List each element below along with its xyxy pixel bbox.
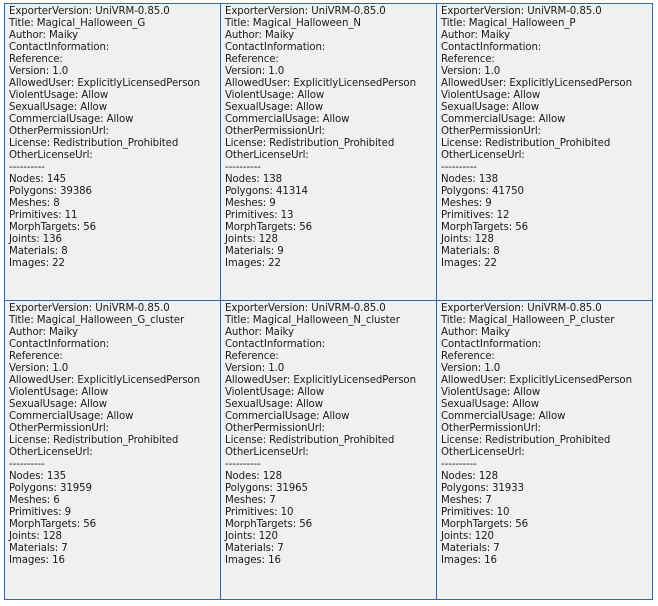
polygons-count: Polygons: 41314 xyxy=(225,186,308,197)
license: License: Redistribution_Prohibited xyxy=(441,435,611,446)
joints-count: Joints: 128 xyxy=(441,234,494,245)
joints-count: Joints: 120 xyxy=(441,531,494,542)
nodes-count: Nodes: 138 xyxy=(441,174,499,185)
model-author: Author: Maiky xyxy=(9,30,78,41)
model-version: Version: 1.0 xyxy=(225,66,285,77)
license: License: Redistribution_Prohibited xyxy=(441,138,611,149)
model-version: Version: 1.0 xyxy=(9,363,69,374)
meshes-count: Meshes: 7 xyxy=(225,495,276,506)
allowed-user: AllowedUser: ExplicitlyLicensedPerson xyxy=(441,78,632,89)
commercial-usage: CommercialUsage: Allow xyxy=(441,114,566,125)
violent-usage: ViolentUsage: Allow xyxy=(9,90,109,101)
images-count: Images: 22 xyxy=(9,258,65,269)
model-info-cell xyxy=(437,4,652,301)
morph-targets-count: MorphTargets: 56 xyxy=(225,222,312,233)
other-license-url: OtherLicenseUrl: xyxy=(9,447,93,458)
commercial-usage: CommercialUsage: Allow xyxy=(441,411,566,422)
other-permission-url: OtherPermissionUrl: xyxy=(441,126,541,137)
images-count: Images: 22 xyxy=(225,258,281,269)
other-permission-url: OtherPermissionUrl: xyxy=(225,423,325,434)
exporter-version: ExporterVersion: UniVRM-0.85.0 xyxy=(225,303,386,314)
model-title: Title: Magical_Halloween_P_cluster xyxy=(441,315,615,326)
primitives-count: Primitives: 12 xyxy=(441,210,510,221)
sexual-usage: SexualUsage: Allow xyxy=(441,102,539,113)
allowed-user: AllowedUser: ExplicitlyLicensedPerson xyxy=(9,375,200,386)
separator: ---------- xyxy=(9,162,45,173)
images-count: Images: 16 xyxy=(9,555,65,566)
contact-information: ContactInformation: xyxy=(225,42,326,53)
model-info-cell xyxy=(437,301,652,599)
commercial-usage: CommercialUsage: Allow xyxy=(9,411,134,422)
separator: ---------- xyxy=(441,162,477,173)
model-author: Author: Maiky xyxy=(225,327,294,338)
sexual-usage: SexualUsage: Allow xyxy=(9,399,107,410)
contact-information: ContactInformation: xyxy=(441,339,542,350)
reference: Reference: xyxy=(441,351,495,362)
other-permission-url: OtherPermissionUrl: xyxy=(9,423,109,434)
polygons-count: Polygons: 31959 xyxy=(9,483,92,494)
model-version: Version: 1.0 xyxy=(441,363,501,374)
reference: Reference: xyxy=(225,54,279,65)
sexual-usage: SexualUsage: Allow xyxy=(225,399,323,410)
polygons-count: Polygons: 39386 xyxy=(9,186,92,197)
morph-targets-count: MorphTargets: 56 xyxy=(9,519,96,530)
primitives-count: Primitives: 11 xyxy=(9,210,78,221)
primitives-count: Primitives: 10 xyxy=(225,507,294,518)
meshes-count: Meshes: 9 xyxy=(225,198,276,209)
violent-usage: ViolentUsage: Allow xyxy=(225,387,325,398)
meshes-count: Meshes: 8 xyxy=(9,198,60,209)
meshes-count: Meshes: 6 xyxy=(9,495,60,506)
model-info-grid xyxy=(4,3,653,600)
joints-count: Joints: 120 xyxy=(225,531,278,542)
model-info-cell xyxy=(221,301,437,599)
model-author: Author: Maiky xyxy=(9,327,78,338)
violent-usage: ViolentUsage: Allow xyxy=(441,90,541,101)
model-title: Title: Magical_Halloween_G xyxy=(9,18,146,29)
model-title: Title: Magical_Halloween_G_cluster xyxy=(9,315,185,326)
materials-count: Materials: 8 xyxy=(441,246,500,257)
violent-usage: ViolentUsage: Allow xyxy=(9,387,109,398)
separator: ---------- xyxy=(225,162,261,173)
commercial-usage: CommercialUsage: Allow xyxy=(9,114,134,125)
meshes-count: Meshes: 9 xyxy=(441,198,492,209)
other-license-url: OtherLicenseUrl: xyxy=(441,447,525,458)
commercial-usage: CommercialUsage: Allow xyxy=(225,114,350,125)
model-version: Version: 1.0 xyxy=(441,66,501,77)
exporter-version: ExporterVersion: UniVRM-0.85.0 xyxy=(9,303,170,314)
license: License: Redistribution_Prohibited xyxy=(225,138,395,149)
other-license-url: OtherLicenseUrl: xyxy=(9,150,93,161)
contact-information: ContactInformation: xyxy=(9,339,110,350)
allowed-user: AllowedUser: ExplicitlyLicensedPerson xyxy=(225,78,416,89)
primitives-count: Primitives: 10 xyxy=(441,507,510,518)
other-permission-url: OtherPermissionUrl: xyxy=(9,126,109,137)
model-author: Author: Maiky xyxy=(441,30,510,41)
model-info-cell xyxy=(5,4,221,301)
model-version: Version: 1.0 xyxy=(9,66,69,77)
allowed-user: AllowedUser: ExplicitlyLicensedPerson xyxy=(441,375,632,386)
model-title: Title: Magical_Halloween_N xyxy=(225,18,361,29)
materials-count: Materials: 7 xyxy=(225,543,284,554)
contact-information: ContactInformation: xyxy=(225,339,326,350)
primitives-count: Primitives: 9 xyxy=(9,507,72,518)
model-title: Title: Magical_Halloween_N_cluster xyxy=(225,315,400,326)
separator: ---------- xyxy=(441,459,477,470)
nodes-count: Nodes: 138 xyxy=(225,174,283,185)
morph-targets-count: MorphTargets: 56 xyxy=(441,519,528,530)
license: License: Redistribution_Prohibited xyxy=(9,435,179,446)
separator: ---------- xyxy=(9,459,45,470)
meshes-count: Meshes: 7 xyxy=(441,495,492,506)
violent-usage: ViolentUsage: Allow xyxy=(225,90,325,101)
separator: ---------- xyxy=(225,459,261,470)
exporter-version: ExporterVersion: UniVRM-0.85.0 xyxy=(441,6,602,17)
contact-information: ContactInformation: xyxy=(9,42,110,53)
violent-usage: ViolentUsage: Allow xyxy=(441,387,541,398)
other-permission-url: OtherPermissionUrl: xyxy=(441,423,541,434)
exporter-version: ExporterVersion: UniVRM-0.85.0 xyxy=(9,6,170,17)
sexual-usage: SexualUsage: Allow xyxy=(9,102,107,113)
joints-count: Joints: 136 xyxy=(9,234,62,245)
morph-targets-count: MorphTargets: 56 xyxy=(441,222,528,233)
reference: Reference: xyxy=(441,54,495,65)
polygons-count: Polygons: 41750 xyxy=(441,186,524,197)
reference: Reference: xyxy=(9,351,63,362)
sexual-usage: SexualUsage: Allow xyxy=(441,399,539,410)
exporter-version: ExporterVersion: UniVRM-0.85.0 xyxy=(441,303,602,314)
model-author: Author: Maiky xyxy=(225,30,294,41)
license: License: Redistribution_Prohibited xyxy=(225,435,395,446)
primitives-count: Primitives: 13 xyxy=(225,210,294,221)
other-license-url: OtherLicenseUrl: xyxy=(441,150,525,161)
allowed-user: AllowedUser: ExplicitlyLicensedPerson xyxy=(225,375,416,386)
images-count: Images: 16 xyxy=(441,555,497,566)
nodes-count: Nodes: 135 xyxy=(9,471,67,482)
sexual-usage: SexualUsage: Allow xyxy=(225,102,323,113)
joints-count: Joints: 128 xyxy=(9,531,62,542)
reference: Reference: xyxy=(9,54,63,65)
exporter-version: ExporterVersion: UniVRM-0.85.0 xyxy=(225,6,386,17)
model-title: Title: Magical_Halloween_P xyxy=(441,18,576,29)
model-info-cell xyxy=(5,301,221,599)
model-version: Version: 1.0 xyxy=(225,363,285,374)
polygons-count: Polygons: 31965 xyxy=(225,483,308,494)
polygons-count: Polygons: 31933 xyxy=(441,483,524,494)
nodes-count: Nodes: 145 xyxy=(9,174,67,185)
images-count: Images: 16 xyxy=(225,555,281,566)
morph-targets-count: MorphTargets: 56 xyxy=(225,519,312,530)
contact-information: ContactInformation: xyxy=(441,42,542,53)
nodes-count: Nodes: 128 xyxy=(225,471,283,482)
images-count: Images: 22 xyxy=(441,258,497,269)
morph-targets-count: MorphTargets: 56 xyxy=(9,222,96,233)
other-license-url: OtherLicenseUrl: xyxy=(225,447,309,458)
materials-count: Materials: 7 xyxy=(441,543,500,554)
reference: Reference: xyxy=(225,351,279,362)
other-permission-url: OtherPermissionUrl: xyxy=(225,126,325,137)
model-author: Author: Maiky xyxy=(441,327,510,338)
materials-count: Materials: 8 xyxy=(9,246,68,257)
model-info-cell xyxy=(221,4,437,301)
other-license-url: OtherLicenseUrl: xyxy=(225,150,309,161)
allowed-user: AllowedUser: ExplicitlyLicensedPerson xyxy=(9,78,200,89)
commercial-usage: CommercialUsage: Allow xyxy=(225,411,350,422)
nodes-count: Nodes: 128 xyxy=(441,471,499,482)
joints-count: Joints: 128 xyxy=(225,234,278,245)
materials-count: Materials: 7 xyxy=(9,543,68,554)
license: License: Redistribution_Prohibited xyxy=(9,138,179,149)
materials-count: Materials: 9 xyxy=(225,246,284,257)
